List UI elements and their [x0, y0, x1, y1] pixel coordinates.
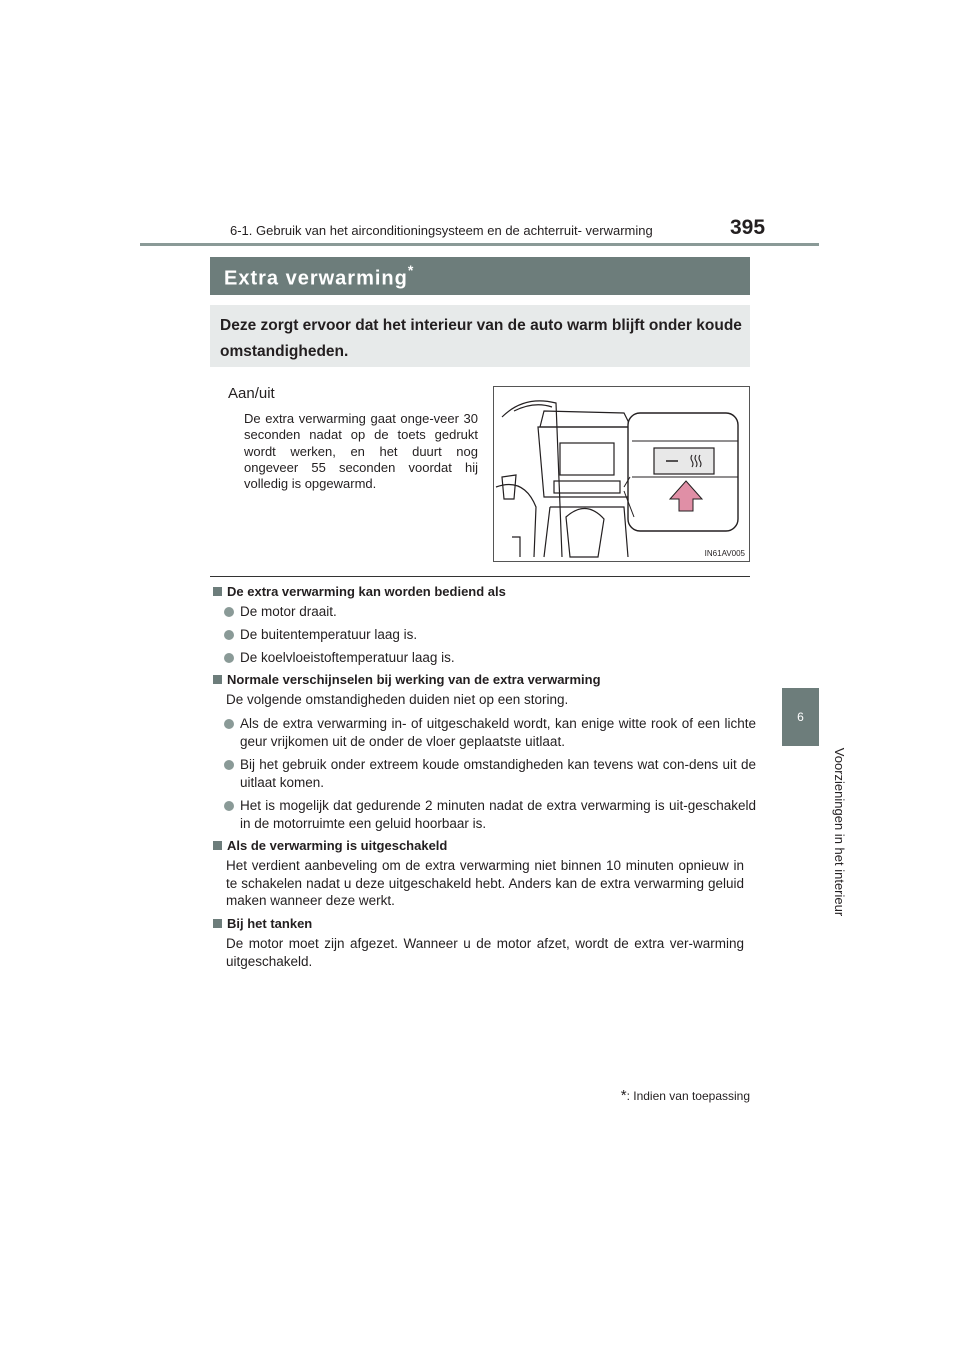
page-number: 395: [730, 216, 766, 239]
chapter-tab: [782, 688, 819, 746]
section-heading: [213, 672, 601, 687]
section-text: Het verdient aanbeveling om de extra verwarming niet binnen 10 minuten opnieuw in te schakelen nadat u deze uitgeschakeld hebt. Anders kan de extra verwarming geluid maken wanneer deze werkt.: [226, 858, 744, 908]
body-rule: [210, 576, 750, 577]
list-item-text: De motor draait.: [240, 604, 337, 619]
chapter-tab-label: Voorzieningen in het interieur: [832, 747, 847, 917]
chapter-tab-number: 6: [797, 710, 804, 724]
section-text: De volgende omstandigheden duiden niet op een storing.: [226, 692, 569, 707]
list-item-text: De koelvloeistoftemperatuur laag is.: [240, 650, 455, 665]
list-item: [224, 649, 756, 667]
square-bullet-icon: [213, 841, 222, 850]
control-description: De extra verwarming gaat onge-veer 30 seconden nadat op de toets gedrukt wordt werken, en het duurt nog ongeveer 55 seconden voordat hij volledig is opgewarmd.: [244, 411, 478, 492]
intro-text: Deze zorgt ervoor dat het interieur van de auto warm blijft onder koude omstandigheden.: [220, 317, 742, 360]
section-title-mark: *: [407, 262, 415, 278]
dashboard-illustration: [493, 386, 750, 562]
footnote: [621, 1087, 750, 1104]
bullet-dot-icon: [224, 607, 234, 617]
section-heading-text: De extra verwarming kan worden bediend als: [227, 584, 506, 599]
list-item-text: De buitentemperatuur laag is.: [240, 627, 418, 642]
header-rule: [140, 243, 819, 246]
footnote-mark: *: [620, 1087, 627, 1104]
bullet-dot-icon: [224, 630, 234, 640]
intro-box: [210, 305, 750, 367]
square-bullet-icon: [213, 587, 222, 596]
section-text: De motor moet zijn afgezet. Wanneer u de motor afzet, wordt de extra ver-warming uitgeschakeld.: [226, 936, 744, 969]
section-heading: [213, 584, 506, 599]
square-bullet-icon: [213, 919, 222, 928]
list-item-text: Als de extra verwarming in- of uitgeschakeld wordt, kan enige witte rook of een lichte geur vrijkomen uit de onder de vloer geplaatste uitlaat.: [240, 716, 756, 749]
list-item-text: Het is mogelijk dat gedurende 2 minuten nadat de extra verwarming is uit-geschakeld in de motorruimte een geluid hoorbaar is.: [240, 798, 756, 831]
list-item: [224, 715, 756, 750]
footnote-text: : Indien van toepassing: [626, 1089, 750, 1103]
control-label: Aan/uit: [228, 385, 275, 402]
section-heading-text: Als de verwarming is uitgeschakeld: [227, 838, 448, 853]
section-heading: [213, 916, 312, 931]
section-heading-text: Normale verschijnselen bij werking van de extra verwarming: [227, 672, 601, 687]
figure-code: IN61AV005: [704, 549, 745, 558]
bullet-dot-icon: [224, 760, 234, 770]
section-title-text: Extra verwarming: [224, 267, 408, 290]
dashboard-drawing: [494, 387, 750, 562]
running-header: 6-1. Gebruik van het airconditioningsysteem en de achterruit- verwarming: [230, 223, 653, 238]
section-title: [224, 264, 414, 291]
section-title-bar: [210, 257, 750, 295]
bullet-dot-icon: [224, 719, 234, 729]
list-item: [224, 603, 756, 621]
list-item-text: Bij het gebruik onder extreem koude omstandigheden kan tevens wat con-dens uit de uitlaat komen.: [240, 757, 756, 790]
list-item: [224, 756, 756, 791]
square-bullet-icon: [213, 675, 222, 684]
section-heading-text: Bij het tanken: [227, 916, 313, 931]
list-item: [224, 626, 756, 644]
section-heading: [213, 838, 447, 853]
bullet-dot-icon: [224, 801, 234, 811]
bullet-dot-icon: [224, 653, 234, 663]
list-item: [224, 797, 756, 832]
